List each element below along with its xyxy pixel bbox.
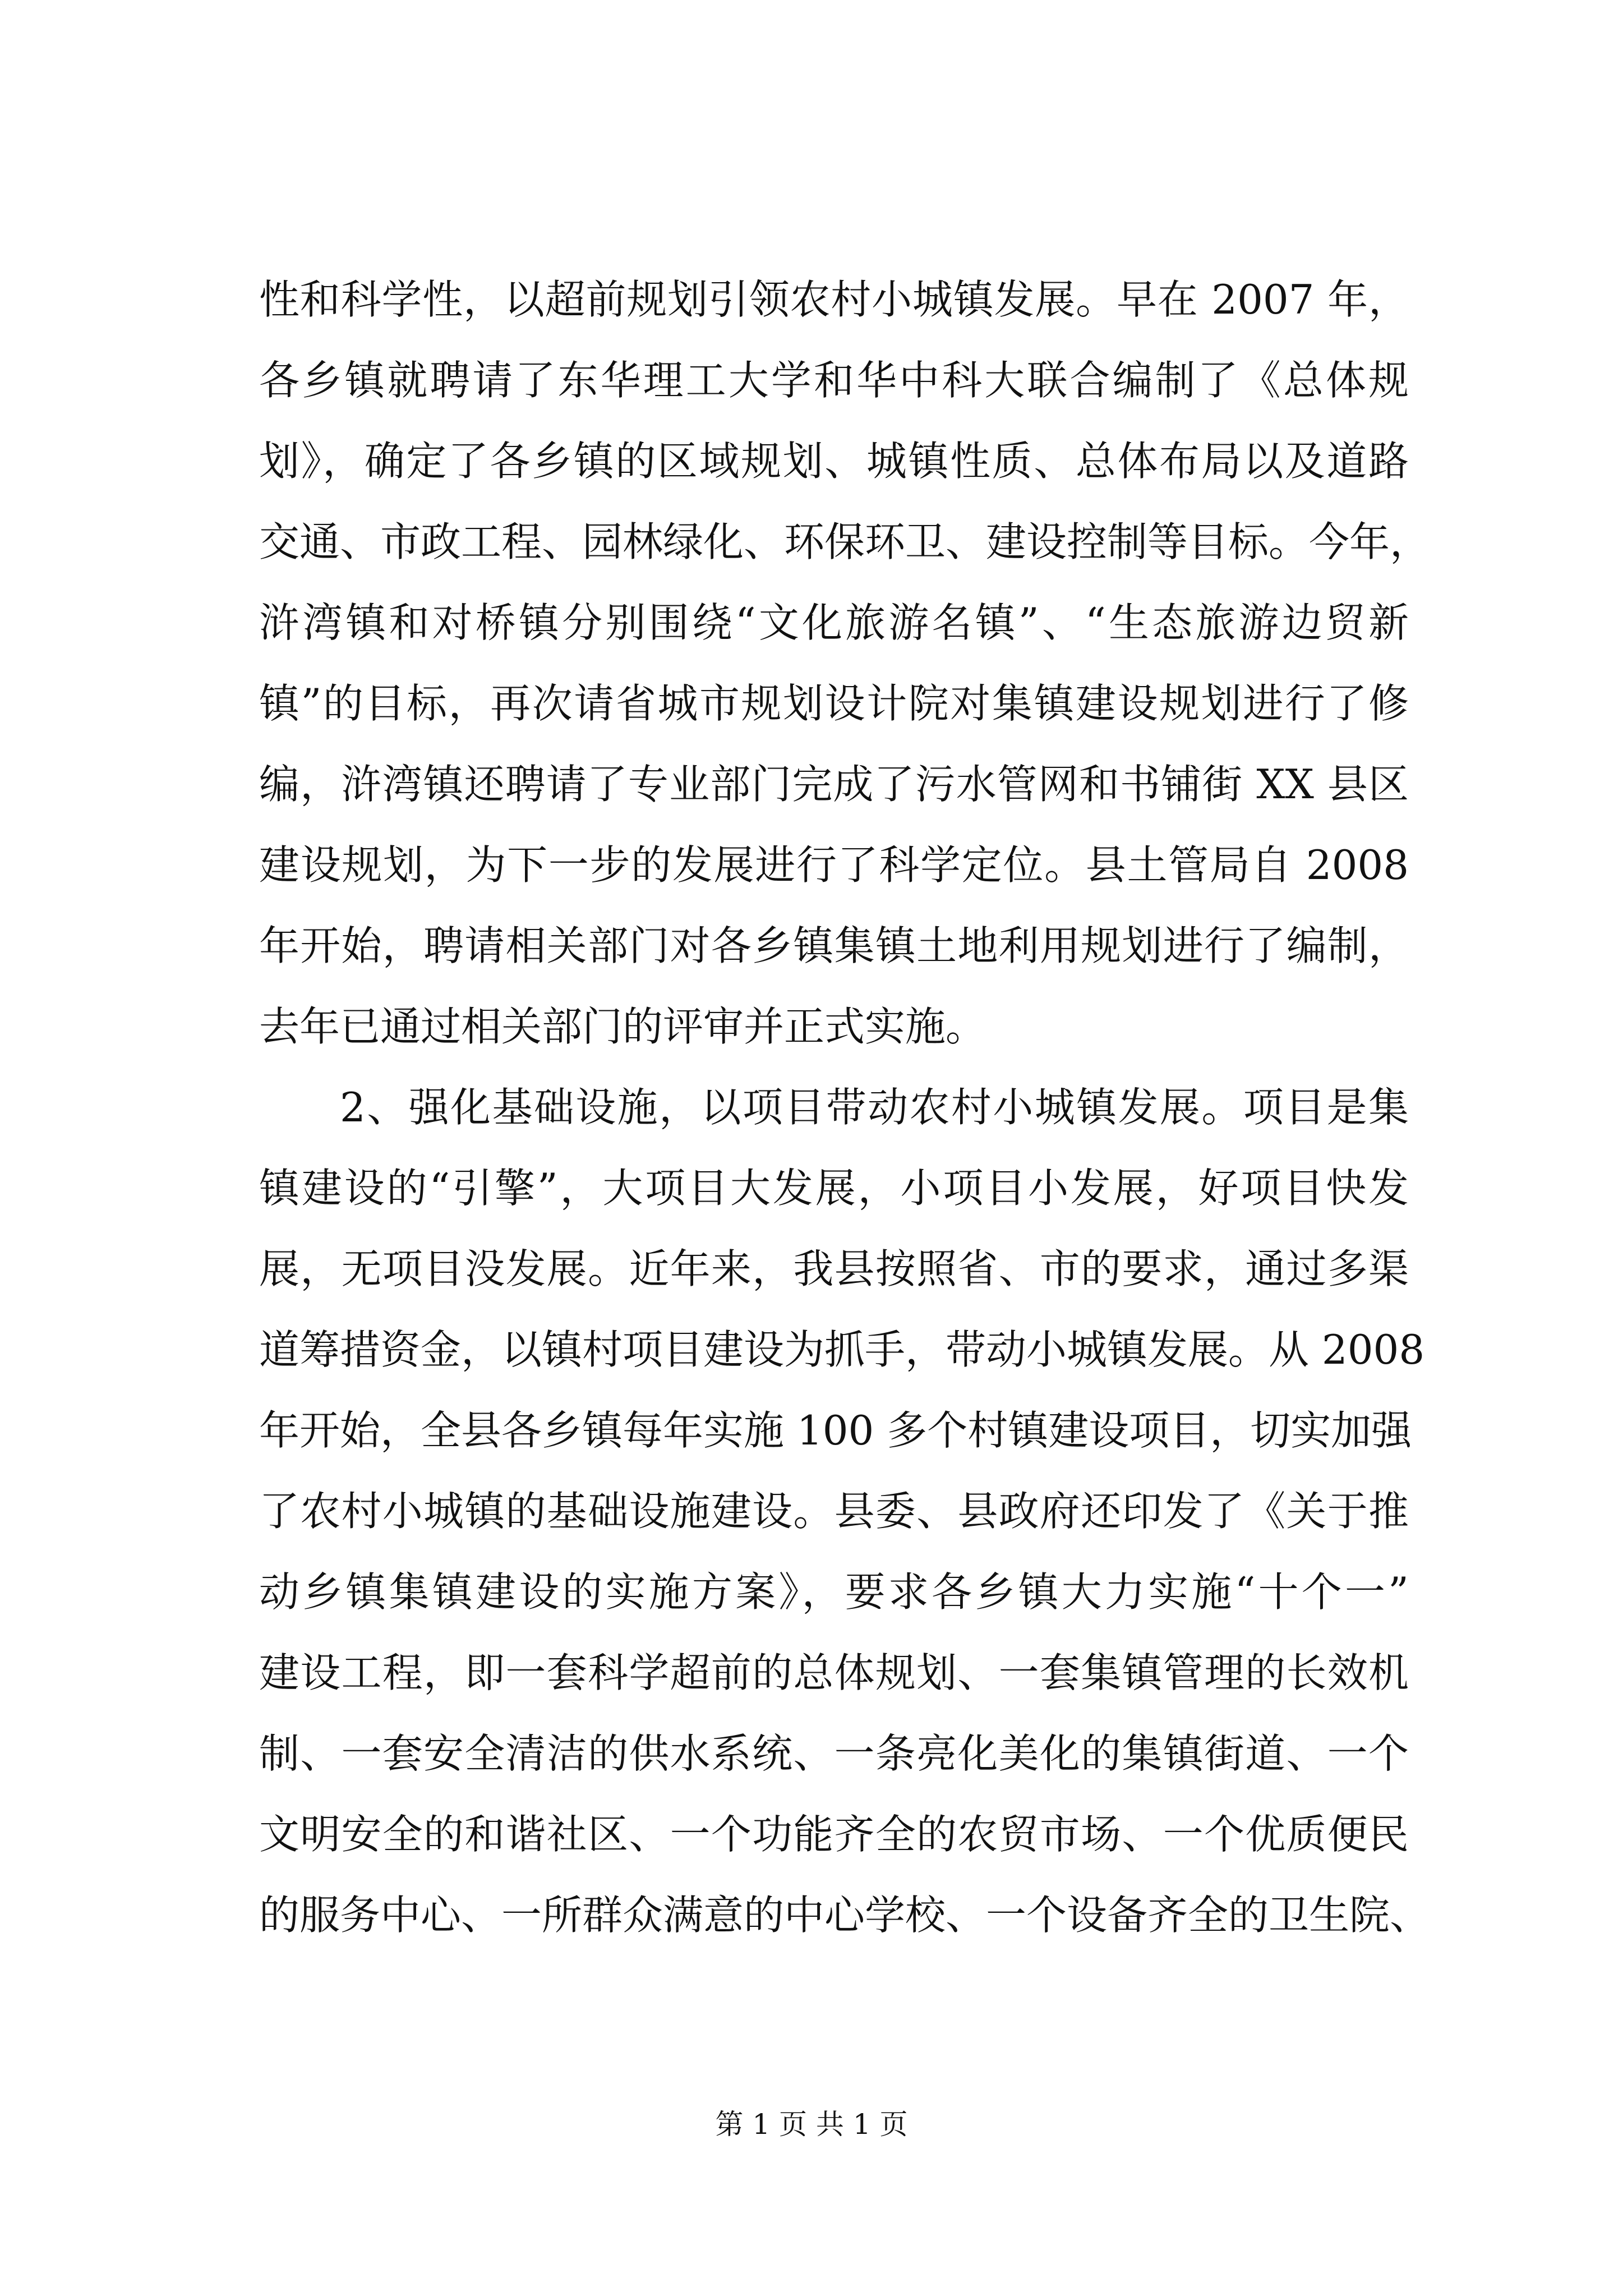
text-line: 道筹措资金，以镇村项目建设为抓手，带动小城镇发展。从 2008 — [259, 1326, 1425, 1373]
text-line: 镇建设的“引擎”，大项目大发展，小项目小发展，好项目快发 — [259, 1165, 1409, 1212]
text-line: 各乡镇就聘请了东华理工大学和华中科大联合编制了《总体规 — [259, 357, 1409, 404]
page-number: 第 1 页 共 1 页 — [715, 2108, 908, 2141]
text-line: 划》，确定了各乡镇的区域规划、城镇性质、总体布局以及道路 — [259, 438, 1409, 485]
text-line: 建设工程，即一套科学超前的总体规划、一套集镇管理的长效机 — [259, 1649, 1409, 1696]
text-line: 展，无项目没发展。近年来，我县按照省、市的要求，通过多渠 — [259, 1245, 1409, 1292]
text-line: 动乡镇集镇建设的实施方案》，要求各乡镇大力实施“十个一” — [259, 1568, 1409, 1616]
text-line: 制、一套安全清洁的供水系统、一条亮化美化的集镇街道、一个 — [259, 1730, 1409, 1777]
text-line: 浒湾镇和对桥镇分别围绕“文化旅游名镇”、“生态旅游边贸新 — [259, 599, 1409, 646]
document-body — [259, 259, 1431, 1955]
text-line: 2、强化基础设施，以项目带动农村小城镇发展。项目是集 — [340, 1084, 1409, 1131]
page-footer — [0, 2105, 1623, 2144]
text-line: 镇”的目标，再次请省城市规划设计院对集镇建设规划进行了修 — [259, 680, 1409, 727]
text-line: 文明安全的和谐社区、一个功能齐全的农贸市场、一个优质便民 — [259, 1811, 1409, 1858]
text-line: 去年已通过相关部门的评审并正式实施。 — [259, 1003, 986, 1050]
text-line: 年开始，全县各乡镇每年实施 100 多个村镇建设项目，切实加强 — [259, 1407, 1412, 1454]
text-line: 编，浒湾镇还聘请了专业部门完成了污水管网和书铺街 XX 县区 — [259, 761, 1409, 808]
text-line: 建设规划，为下一步的发展进行了科学定位。县土管局自 2008 — [259, 841, 1409, 889]
text-line: 年开始，聘请相关部门对各乡镇集镇土地利用规划进行了编制， — [259, 922, 1409, 969]
text-line: 了农村小城镇的基础设施建设。县委、县政府还印发了《关于推 — [259, 1488, 1409, 1535]
text-line: 性和科学性，以超前规划引领农村小城镇发展。早在 2007 年， — [259, 276, 1409, 323]
text-line: 的服务中心、一所群众满意的中心学校、一个设备齐全的卫生院、 — [259, 1892, 1431, 1939]
text-line: 交通、市政工程、园林绿化、环保环卫、建设控制等目标。今年， — [259, 518, 1431, 565]
